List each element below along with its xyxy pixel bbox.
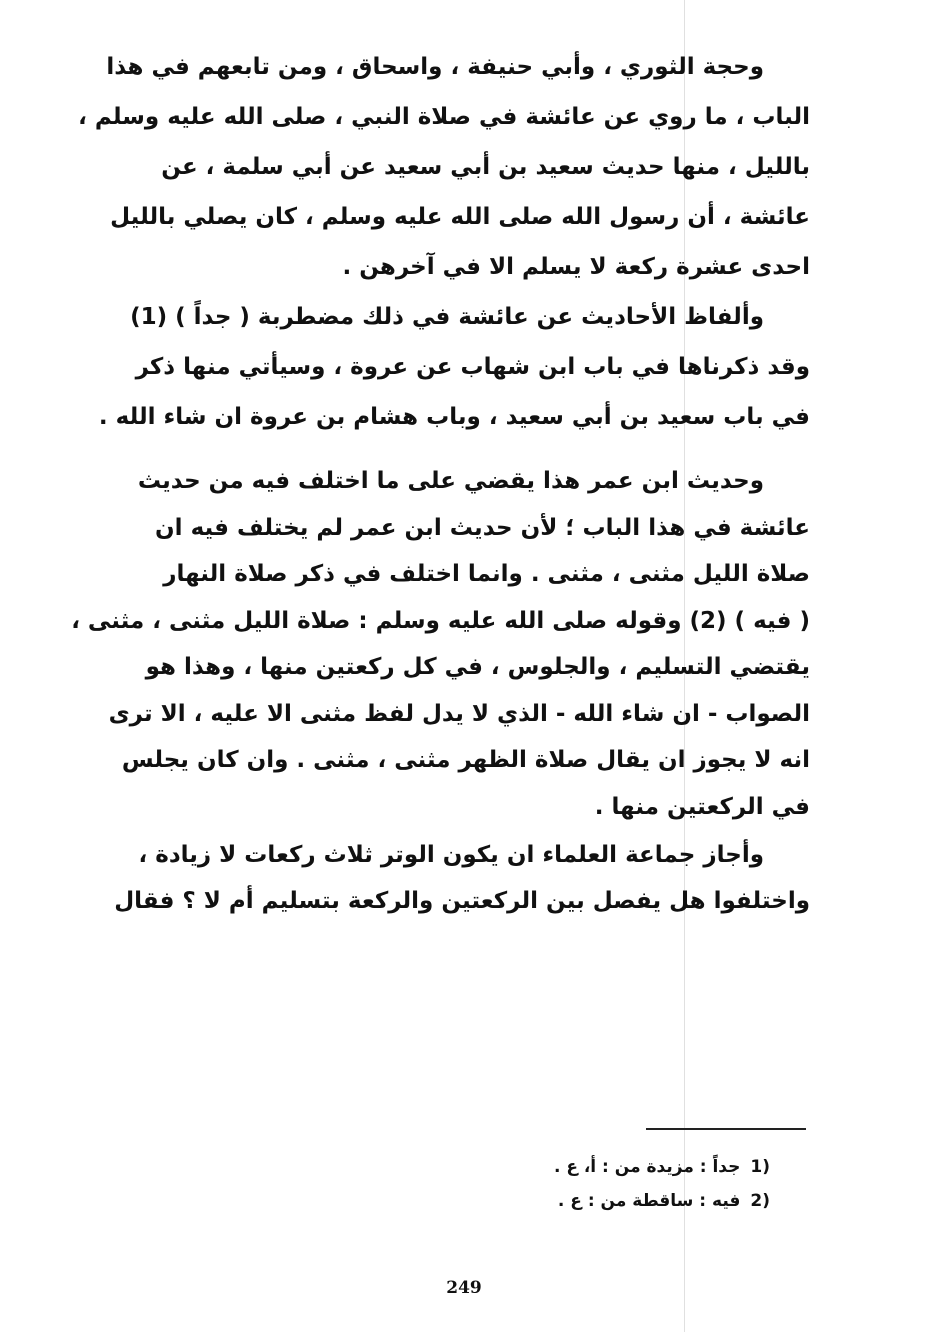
text-line: وقد ذكرناها في باب ابن شهاب عن عروة ، وسيأتي منها ذكر <box>135 354 810 380</box>
text-line: عائشة ، أن رسول الله صلى الله عليه وسلم ، كان يصلي بالليل <box>110 204 810 230</box>
footnote-divider <box>646 1128 806 1130</box>
text-line: الصواب - ان شاء الله - الذي لا يدل لفظ مثنى الا عليه ، الا ترى <box>108 700 810 727</box>
footnote-number: 2) <box>750 1191 770 1211</box>
footnote-text: جداً : مزيدة من : أ، ع . <box>553 1157 741 1177</box>
text-line: ( فيه ) (2) وقوله صلى الله عليه وسلم : صلاة الليل مثنى ، مثنى ، <box>71 607 810 634</box>
paragraph-3 <box>71 458 810 830</box>
footnote-number: 1) <box>750 1157 770 1177</box>
paragraph-4 <box>114 832 810 924</box>
text-line: في الركعتين منها . <box>594 793 810 820</box>
text-line: عائشة في هذا الباب ؛ لأن حديث ابن عمر لم يختلف فيه ان <box>155 514 810 541</box>
text-line: في باب سعيد بن أبي سعيد ، وباب هشام بن عروة ان شاء الله . <box>98 404 810 430</box>
text-line: بالليل ، منها حديث سعيد بن أبي سعيد عن أبي سلمة ، عن <box>161 154 810 180</box>
text-line: يقتضي التسليم ، والجلوس ، في كل ركعتين منها ، وهذا هو <box>145 654 810 680</box>
text-line: وألفاظ الأحاديث عن عائشة في ذلك مضطربة ( جداً ) (1) <box>130 304 764 330</box>
footnote-1 <box>470 1150 770 1184</box>
text-line: احدى عشرة ركعة لا يسلم الا في آخرهن . <box>342 254 810 280</box>
paragraph-1 <box>78 42 810 292</box>
text-line: الباب ، ما روي عن عائشة في صلاة النبي ، صلى الله عليه وسلم ، <box>78 104 810 130</box>
footnote-text: فيه : ساقطة من : ع . <box>557 1191 741 1211</box>
page-number: 249 <box>446 1278 482 1298</box>
footnotes <box>470 1150 770 1218</box>
text-line: واختلفوا هل يفصل بين الركعتين والركعة بتسليم أم لا ؟ فقال <box>114 888 810 914</box>
text-line: وأجاز جماعة العلماء ان يكون الوتر ثلاث ركعات لا زيادة ، <box>138 842 764 868</box>
text-line: صلاة الليل مثنى ، مثنى . وانما اختلف في ذكر صلاة النهار <box>163 561 810 587</box>
text-line: انه لا يجوز ان يقال صلاة الظهر مثنى ، مثنى . وان كان يجلس <box>121 747 810 773</box>
paragraph-2 <box>98 292 810 442</box>
text-line: وحديث ابن عمر هذا يقضي على ما اختلف فيه من حديث <box>137 468 764 494</box>
text-line: وحجة الثوري ، وأبي حنيفة ، واسحاق ، ومن تابعهم في هذا <box>106 54 764 80</box>
footnote-2 <box>470 1184 770 1218</box>
